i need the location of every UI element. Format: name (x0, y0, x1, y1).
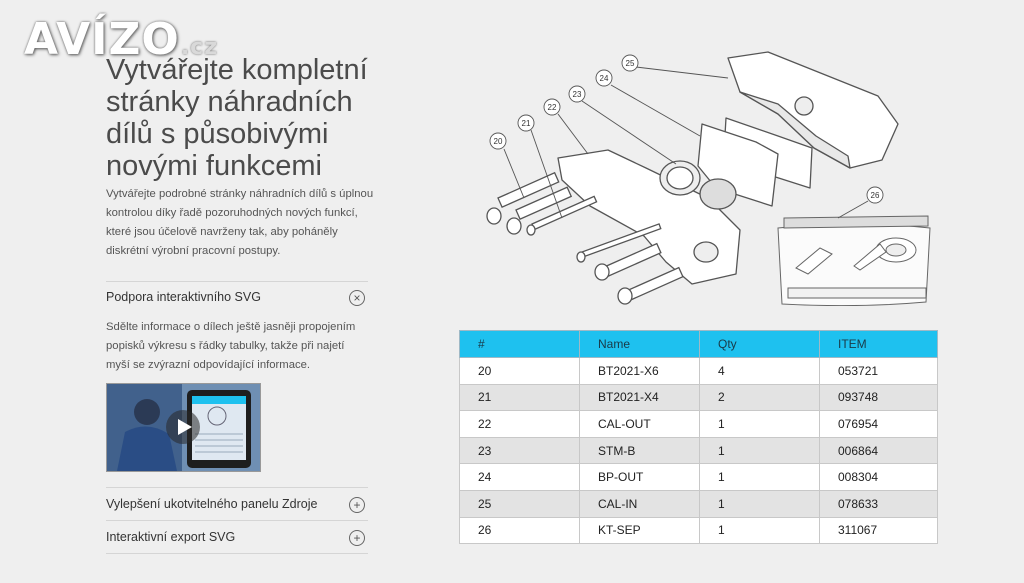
table-row[interactable] (460, 490, 938, 517)
cell-name: CAL-IN (580, 490, 700, 517)
cell-number: 24 (460, 464, 580, 491)
cell-item: 076954 (820, 411, 938, 438)
accordion-divider (106, 520, 368, 521)
intro-text: Vytvářejte podrobné stránky náhradních dílů s úplnou kontrolou díky řadě pozoruhodných nových funkcí, které jsou účelově navrženy tak, aby poháněly diskrétní výrobní pracovní postupy. (106, 188, 374, 257)
accordion-body-text: Sdělte informace o dílech ještě jasněji propojením popisků výkresu s řádky tabulky, takže při najetí myší se zvýrazní odpovídající informace. (106, 321, 356, 371)
table-header-row (460, 331, 938, 358)
cell-number: 23 (460, 437, 580, 464)
cell-number: 22 (460, 411, 580, 438)
callout-label: 23 (572, 90, 582, 99)
column-header-item[interactable]: ITEM (820, 331, 938, 358)
column-header-number[interactable]: # (460, 331, 580, 358)
callout-label: 21 (521, 119, 531, 128)
callout-label: 22 (547, 103, 557, 112)
callout-label: 25 (625, 59, 635, 68)
accordion-title-resources-panel[interactable]: Vylepšení ukotvitelného panelu Zdroje (106, 497, 318, 511)
accordion-divider (106, 553, 368, 554)
callout-label: 24 (599, 74, 609, 83)
cell-name: BT2021-X4 (580, 384, 700, 411)
accordion-expand-icon[interactable]: + (349, 530, 365, 546)
cell-qty: 1 (700, 517, 820, 544)
cell-qty: 1 (700, 411, 820, 438)
cell-number: 25 (460, 490, 580, 517)
cell-name: BP-OUT (580, 464, 700, 491)
cell-name: CAL-OUT (580, 411, 700, 438)
cell-item: 006864 (820, 437, 938, 464)
cell-number: 20 (460, 358, 580, 385)
cell-item: 008304 (820, 464, 938, 491)
accordion-close-icon[interactable]: × (349, 290, 365, 306)
accordion-title-svg-support[interactable]: Podpora interaktivního SVG (106, 290, 261, 304)
brand-name: AVÍZO (24, 14, 180, 65)
cell-name: BT2021-X6 (580, 358, 700, 385)
cell-qty: 1 (700, 490, 820, 517)
cell-qty: 1 (700, 464, 820, 491)
cell-qty: 1 (700, 437, 820, 464)
table-row[interactable] (460, 358, 938, 385)
play-icon[interactable] (165, 409, 201, 445)
table-row[interactable] (460, 384, 938, 411)
accordion-title-svg-export[interactable]: Interaktivní export SVG (106, 530, 236, 544)
cell-number: 26 (460, 517, 580, 544)
table-row[interactable] (460, 411, 938, 438)
cell-item: 093748 (820, 384, 938, 411)
cell-qty: 4 (700, 358, 820, 385)
video-thumbnail[interactable] (106, 383, 261, 472)
column-header-qty[interactable]: Qty (700, 331, 820, 358)
cell-qty: 2 (700, 384, 820, 411)
brake-caliper-diagram (478, 48, 940, 306)
accordion-divider (106, 281, 368, 282)
page-headline: Vytvářejte kompletní stránky náhradních dílů s působivými novými funkcemi (106, 54, 368, 182)
cell-name: STM-B (580, 437, 700, 464)
cell-item: 053721 (820, 358, 938, 385)
callout-label: 20 (493, 137, 503, 146)
accordion-divider (106, 487, 368, 488)
parts-table (459, 330, 938, 544)
column-header-name[interactable]: Name (580, 331, 700, 358)
accordion-expand-icon[interactable]: + (349, 497, 365, 513)
cell-name: KT-SEP (580, 517, 700, 544)
brand-tld: .cz (180, 35, 219, 60)
callout-label: 26 (870, 191, 880, 200)
table-row[interactable] (460, 464, 938, 491)
cell-number: 21 (460, 384, 580, 411)
table-row[interactable] (460, 437, 938, 464)
table-row[interactable] (460, 517, 938, 544)
cell-item: 078633 (820, 490, 938, 517)
cell-item: 311067 (820, 517, 938, 544)
